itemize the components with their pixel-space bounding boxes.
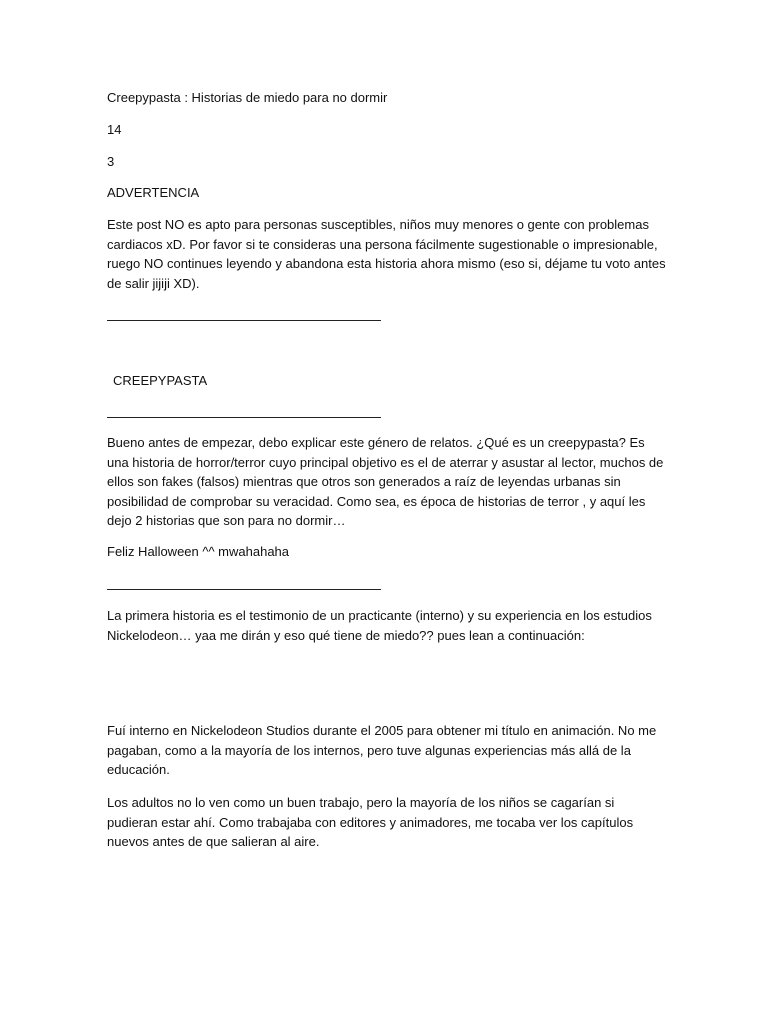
- stat-count-2: 3: [107, 154, 115, 169]
- story-paragraph-2: Los adultos no lo ven como un buen trabajo, pero la mayoría de los niños se cagarían si pudieran estar ahí. Como trabajaba con editores y animadores, me tocaba ver los capítulos nuevos antes de que salieran al aire.: [107, 795, 634, 849]
- warning-paragraph: Este post NO es apto para personas susceptibles, niños muy menores o gente con problemas cardiacos xD. Por favor si te consideras una persona fácilmente sugestionable o impresionable, ruego NO continues leyendo y abandona esta historia ahora mismo (eso si, déjame tu voto antes de salir jijiji XD).: [107, 217, 666, 291]
- divider-2: [107, 417, 381, 418]
- story-paragraph-1: Fuí interno en Nickelodeon Studios durante el 2005 para obtener mi título en animación. No me pagaban, como a la mayoría de los internos, pero tuve algunas experiencias más allá de la educación.: [107, 723, 657, 777]
- warning-heading: ADVERTENCIA: [107, 185, 200, 200]
- intro-paragraph: Bueno antes de empezar, debo explicar este género de relatos. ¿Qué es un creepypasta? Es una historia de horror/terror cuyo principal objetivo es el de aterrar y asustar al lector, muchos de ellos son fakes (falsos) mientras que otros son generados a raíz de leyendas urbanas sin posibilidad de comprobar su veracidad. Como sea, es época de historias de terror , y aquí les dejo 2 historias que son para no dormir…: [107, 435, 664, 528]
- divider-3: [107, 589, 381, 590]
- section-heading: CREEPYPASTA: [113, 373, 208, 388]
- divider-1: [107, 320, 381, 321]
- document-title: Creepypasta : Historias de miedo para no dormir: [107, 90, 388, 105]
- first-story-intro: La primera historia es el testimonio de un practicante (interno) y su experiencia en los estudios Nickelodeon… yaa me dirán y eso qué tiene de miedo?? pues lean a continuación:: [107, 608, 652, 643]
- stat-count-1: 14: [107, 122, 122, 137]
- halloween-line: Feliz Halloween ^^ mwahahaha: [107, 544, 290, 559]
